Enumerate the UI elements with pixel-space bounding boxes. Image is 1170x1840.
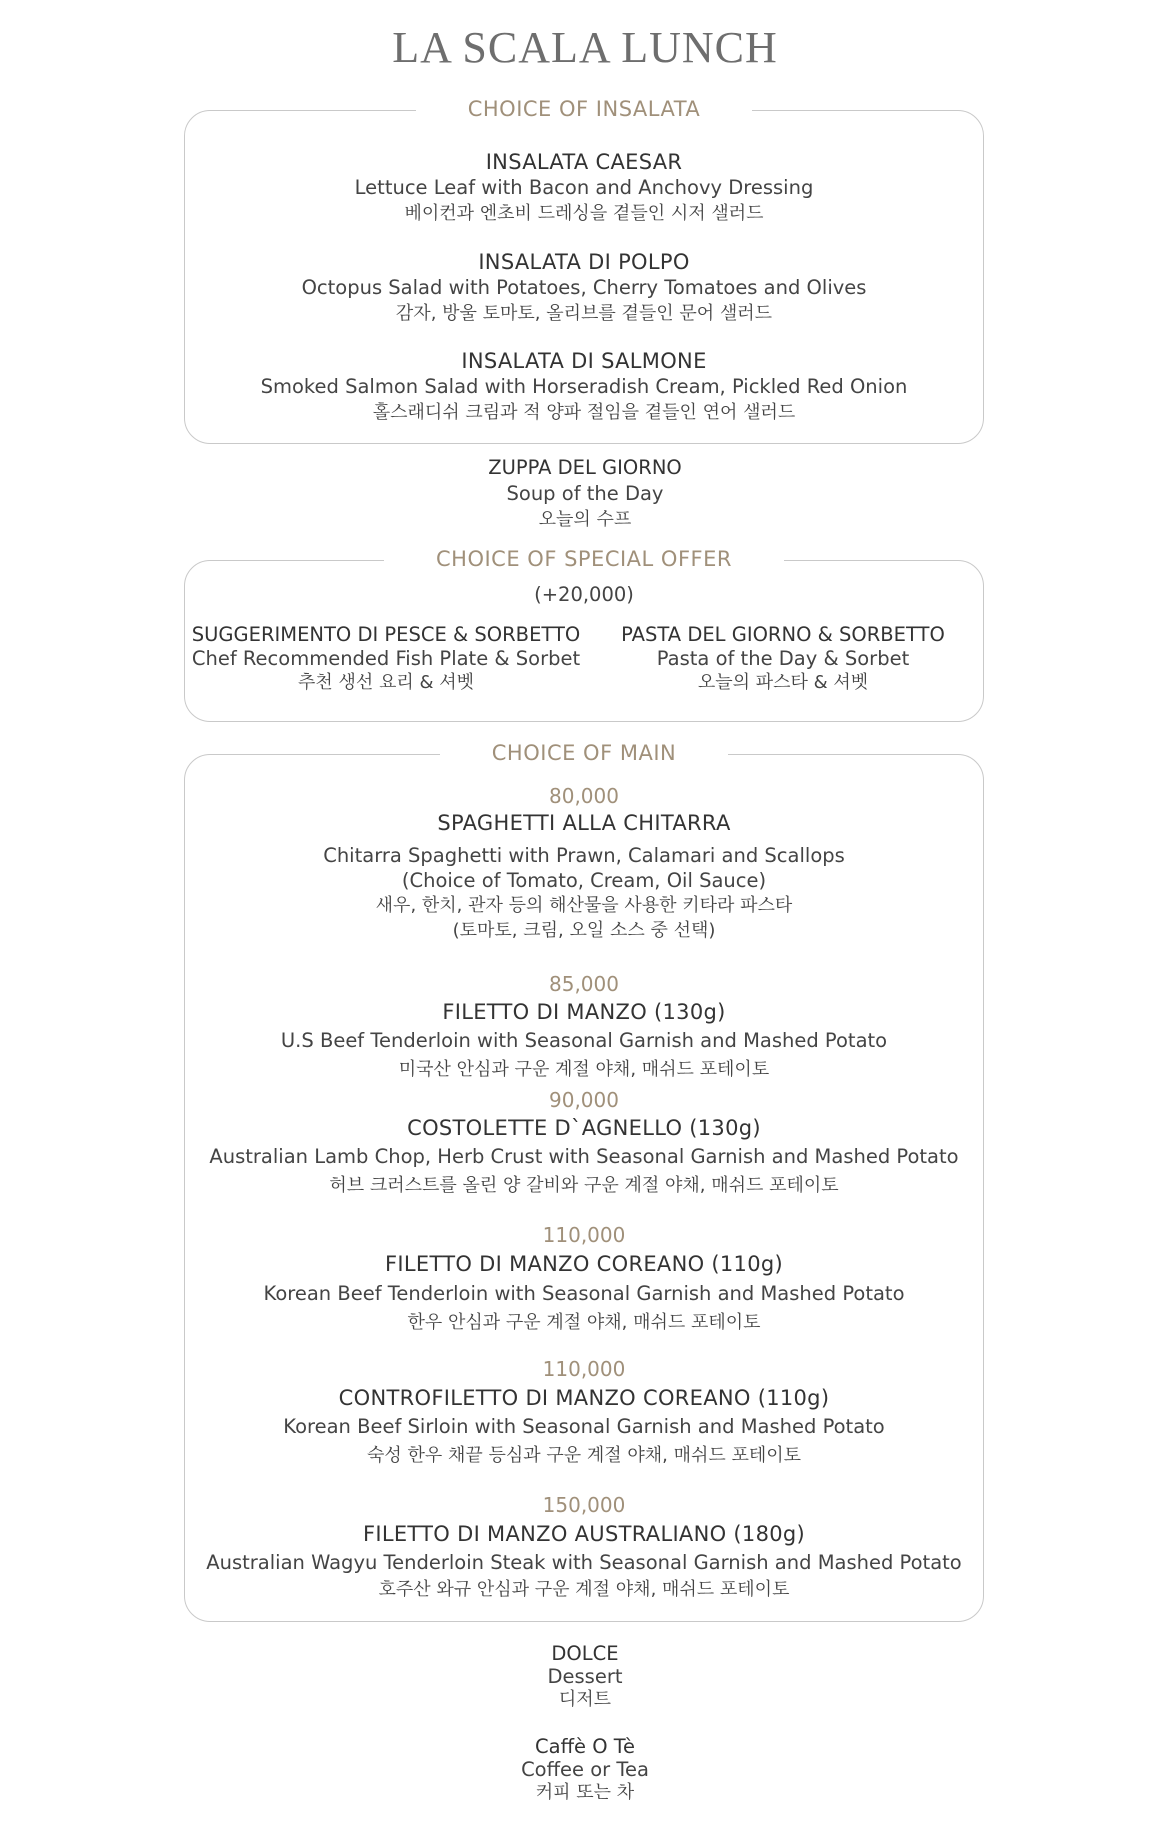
item-description: U.S Beef Tenderloin with Seasonal Garnish and Mashed Potato: [280, 1029, 888, 1052]
item-description: Korean Beef Tenderloin with Seasonal Garnish and Mashed Potato: [263, 1282, 905, 1305]
menu-item: [185, 1491, 983, 1603]
item-name: COSTOLETTE D`AGNELLO (130g): [407, 1116, 761, 1140]
item-name: INSALATA DI POLPO: [478, 250, 690, 274]
zuppa-name: ZUPPA DEL GIORNO: [488, 456, 682, 479]
zuppa-description: Soup of the Day: [506, 482, 664, 505]
item-korean: 오늘의 파스타 & 셔벳: [697, 672, 869, 693]
caffe-description: Coffee or Tea: [521, 1758, 649, 1781]
item-description: Lettuce Leaf with Bacon and Anchovy Dressing: [354, 176, 814, 199]
item-korean: 한우 안심과 구운 계절 야채, 매쉬드 포테이토: [407, 1312, 761, 1333]
special-item: [583, 623, 983, 695]
item-price: 80,000: [549, 784, 619, 808]
dolce-section: [0, 1642, 1170, 1711]
insalata-section: [184, 97, 984, 444]
menu-item: [185, 783, 983, 943]
item-korean: 미국산 안심과 구운 계절 야채, 매쉬드 포테이토: [398, 1059, 770, 1080]
menu-item: [185, 149, 983, 227]
item-name: CONTROFILETTO DI MANZO COREANO (110g): [338, 1386, 830, 1410]
special-heading: CHOICE OF SPECIAL OFFER: [384, 547, 784, 571]
item-description: Octopus Salad with Potatoes, Cherry Tomatoes and Olives: [301, 276, 867, 299]
item-korean: 새우, 한치, 관자 등의 해산물을 사용한 키타라 파스타: [375, 895, 793, 916]
menu-item: [185, 1086, 983, 1200]
special-surcharge: (+20,000): [534, 583, 634, 606]
zuppa-korean: 오늘의 수프: [538, 509, 632, 530]
main-heading: CHOICE OF MAIN: [440, 741, 728, 765]
item-korean: 호주산 와규 안심과 구운 계절 야채, 매쉬드 포테이토: [378, 1579, 790, 1600]
dolce-korean: 디저트: [558, 1689, 612, 1710]
item-description: Chitarra Spaghetti with Prawn, Calamari and Scallops: [323, 844, 845, 867]
item-name: PASTA DEL GIORNO & SORBETTO: [621, 623, 945, 646]
menu-item: [185, 970, 983, 1084]
dolce-name: DOLCE: [551, 1642, 619, 1665]
item-korean: 감자, 방울 토마토, 올리브를 곁들인 문어 샐러드: [395, 303, 773, 324]
item-price: 85,000: [549, 972, 619, 996]
item-description: Australian Wagyu Tenderloin Steak with Seasonal Garnish and Mashed Potato: [206, 1551, 962, 1574]
item-price: 110,000: [542, 1223, 626, 1247]
item-korean: 베이컨과 엔초비 드레싱을 곁들인 시저 샐러드: [404, 203, 764, 224]
item-description: Smoked Salmon Salad with Horseradish Cream, Pickled Red Onion: [260, 375, 908, 398]
item-description: Pasta of the Day & Sorbet: [656, 647, 910, 670]
caffe-korean: 커피 또는 차: [535, 1782, 635, 1803]
item-name: SUGGERIMENTO DI PESCE & SORBETTO: [191, 623, 581, 646]
menu-item: [185, 348, 983, 426]
item-korean: 허브 크러스트를 올린 양 갈비와 구운 계절 야채, 매쉬드 포테이토: [329, 1175, 839, 1196]
item-name: SPAGHETTI ALLA CHITARRA: [437, 811, 731, 835]
item-description: Australian Lamb Chop, Herb Crust with Seasonal Garnish and Mashed Potato: [209, 1145, 959, 1168]
item-name: FILETTO DI MANZO (130g): [442, 1000, 726, 1024]
item-korean-note: (토마토, 크림, 오일 소스 중 선택): [452, 920, 716, 941]
caffe-section: [0, 1735, 1170, 1804]
menu-item: [185, 1221, 983, 1337]
insalata-heading: CHOICE OF INSALATA: [416, 97, 753, 121]
special-offer-section: [184, 547, 984, 722]
item-name: FILETTO DI MANZO AUSTRALIANO (180g): [362, 1522, 806, 1546]
item-korean: 홀스래디쉬 크림과 적 양파 절임을 곁들인 연어 샐러드: [372, 402, 796, 423]
item-name: INSALATA DI SALMONE: [461, 349, 707, 373]
menu-item: [185, 249, 983, 327]
item-name: INSALATA CAESAR: [485, 150, 683, 174]
caffe-name: Caffè O Tè: [535, 1735, 635, 1758]
item-description: Korean Beef Sirloin with Seasonal Garnish and Mashed Potato: [283, 1415, 885, 1438]
zuppa-section: [0, 455, 1170, 533]
main-section: [184, 741, 984, 1622]
item-price: 150,000: [542, 1493, 626, 1517]
item-description-note: (Choice of Tomato, Cream, Oil Sauce): [401, 869, 767, 892]
menu-item: [185, 1355, 983, 1471]
page-title: LA SCALA LUNCH: [392, 23, 778, 72]
item-price: 110,000: [542, 1357, 626, 1381]
item-description: Chef Recommended Fish Plate & Sorbet: [191, 647, 581, 670]
item-korean: 숙성 한우 채끝 등심과 구운 계절 야채, 매쉬드 포테이토: [366, 1445, 802, 1466]
item-price: 90,000: [549, 1088, 619, 1112]
dolce-description: Dessert: [547, 1665, 623, 1688]
special-item: [186, 623, 586, 695]
item-name: FILETTO DI MANZO COREANO (110g): [385, 1252, 783, 1276]
item-korean: 추천 생선 요리 & 셔벳: [297, 672, 475, 693]
